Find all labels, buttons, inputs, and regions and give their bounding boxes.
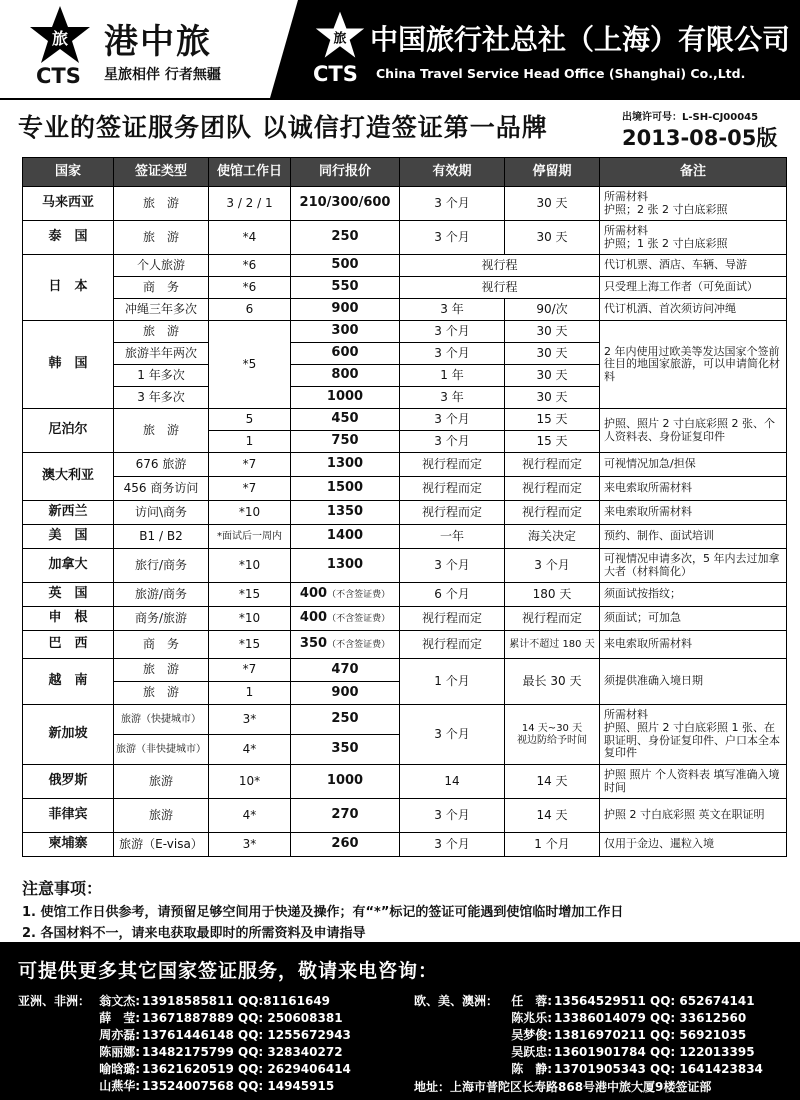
workdays-cell: 3 / 2 / 1 xyxy=(209,187,291,221)
contact-line xyxy=(92,1026,351,1043)
note-cell: 可视情况申请多次，5 年内去过加拿大者（材料简化） xyxy=(600,549,787,583)
visa-type-cell: 旅行/商务 xyxy=(114,549,209,583)
country-cell: 日 本 xyxy=(23,255,114,321)
footer-title: 可提供更多其它国家签证服务，敬请来电咨询： xyxy=(18,960,439,982)
table-row xyxy=(23,453,787,477)
column-header: 同行报价 xyxy=(291,158,400,187)
price-value: 350 xyxy=(299,636,328,652)
stay-cell: 14 天 xyxy=(505,799,600,833)
workdays-cell: 1 xyxy=(209,431,291,453)
stay-cell: 海关决定 xyxy=(505,525,600,549)
visa-type-cell: 旅游 xyxy=(114,799,209,833)
validity-cell: 视行程而定 xyxy=(400,477,505,501)
table-row xyxy=(23,299,787,321)
price-cell: 270 xyxy=(291,799,400,833)
contact-info: 13918585811 QQ:81161649 xyxy=(142,994,331,1008)
validity-cell: 3 个月 xyxy=(400,549,505,583)
stay-cell: 视行程而定 xyxy=(505,501,600,525)
contact-info: 13816970211 QQ: 56921035 xyxy=(554,1028,747,1042)
country-cell: 新加坡 xyxy=(23,705,114,765)
visa-type-cell: 676 旅游 xyxy=(114,453,209,477)
stay-cell: 90/次 xyxy=(505,299,600,321)
stay-cell: 14 天~30 天 视边防给予时间 xyxy=(505,705,600,765)
validity-cell: 一年 xyxy=(400,525,505,549)
validity-cell: 3 个月 xyxy=(400,799,505,833)
visa-type-cell: 个人旅游 xyxy=(114,255,209,277)
contact-name: 喻晗璐: xyxy=(99,1062,140,1076)
contact-info: 13621620519 QQ: 2629406414 xyxy=(142,1062,351,1076)
contact-line xyxy=(92,1060,351,1077)
country-cell: 泰 国 xyxy=(23,221,114,255)
workdays-cell: *15 xyxy=(209,631,291,659)
validity-cell: 14 xyxy=(400,765,505,799)
price-cell: 1000 xyxy=(291,387,400,409)
visa-type-cell: 访问\商务 xyxy=(114,501,209,525)
contact-name: 陈 静: xyxy=(511,1062,552,1076)
price-value: 400 xyxy=(299,610,328,626)
contact-info: 13701905343 QQ: 1641423834 xyxy=(554,1062,763,1076)
table-row xyxy=(23,221,787,255)
workdays-cell: 4* xyxy=(209,735,291,765)
workdays-cell: 3* xyxy=(209,833,291,857)
cts-star-logo-icon xyxy=(28,4,92,66)
visa-type-cell: 旅游（快捷城市） xyxy=(114,705,209,735)
table-row xyxy=(23,799,787,833)
note-cell: 来电索取所需材料 xyxy=(600,477,787,501)
visa-type-cell: 旅 游 xyxy=(114,187,209,221)
price-cell: 1400 xyxy=(291,525,400,549)
price-cell: 600 xyxy=(291,343,400,365)
note-item: 2. 各国材料不一，请来电获取最即时的所需资料及申请指导 xyxy=(22,926,366,941)
stay-cell: 30 天 xyxy=(505,343,600,365)
validity-stay-cell: 视行程 xyxy=(400,255,600,277)
price-cell: 1300 xyxy=(291,549,400,583)
contact-name: 山燕华: xyxy=(99,1079,140,1093)
price-cell: 1300 xyxy=(291,453,400,477)
column-header: 使馆工作日 xyxy=(209,158,291,187)
workdays-cell: *5 xyxy=(209,321,291,409)
country-cell: 美 国 xyxy=(23,525,114,549)
workdays-cell: *6 xyxy=(209,255,291,277)
visa-type-cell: 旅 游 xyxy=(114,659,209,682)
visa-type-cell: 旅游（非快捷城市） xyxy=(114,735,209,765)
note-cell: 护照 2 寸白底彩照 英文在职证明 xyxy=(600,799,787,833)
workdays-cell: *7 xyxy=(209,659,291,682)
stay-cell: 视行程而定 xyxy=(505,607,600,631)
validity-cell: 3 个月 xyxy=(400,221,505,255)
price-note: （不含签证费） xyxy=(327,614,391,625)
contact-footer xyxy=(0,942,800,1100)
workdays-cell: 6 xyxy=(209,299,291,321)
contact-info: 13524007568 QQ: 14945915 xyxy=(142,1079,335,1093)
visa-type-cell: 旅游半年两次 xyxy=(114,343,209,365)
column-header: 备注 xyxy=(600,158,787,187)
validity-cell: 3 个月 xyxy=(400,409,505,431)
table-row xyxy=(23,409,787,431)
price-cell: 900 xyxy=(291,682,400,705)
contact-name: 陈兆乐: xyxy=(511,1011,552,1025)
price-cell: 350 xyxy=(291,735,400,765)
table-row xyxy=(23,607,787,631)
note-cell: 2 年内使用过欧美等发达国家个签前往目的地国家旅游，可以申请简化材料 xyxy=(600,321,787,409)
star-glyph-white: 旅 xyxy=(333,31,347,47)
right-cts-text: CTS xyxy=(313,62,358,86)
stay-cell: 1 个月 xyxy=(505,833,600,857)
company-name-en: China Travel Service Head Office (Shanghai) Co.,Ltd. xyxy=(376,66,746,81)
note-cell: 须面试按指纹； xyxy=(600,583,787,607)
workdays-cell: 4* xyxy=(209,799,291,833)
visa-type-cell: 3 年多次 xyxy=(114,387,209,409)
stay-cell: 30 天 xyxy=(505,321,600,343)
stay-cell: 视行程而定 xyxy=(505,477,600,501)
contact-line xyxy=(92,1077,334,1094)
note-cell: 所需材料 护照、照片 2 寸白底彩照 1 张、在职证明、身份证复印件、户口本全本复印件 xyxy=(600,705,787,765)
price-cell: 260 xyxy=(291,833,400,857)
table-row xyxy=(23,659,787,682)
visa-type-cell: 旅游（E-visa） xyxy=(114,833,209,857)
country-cell: 俄罗斯 xyxy=(23,765,114,799)
note-cell: 只受理上海工作者（可免面试） xyxy=(600,277,787,299)
price-cell: 210/300/600 xyxy=(291,187,400,221)
validity-cell: 视行程而定 xyxy=(400,631,505,659)
workdays-cell: *10 xyxy=(209,549,291,583)
price-cell: 500 xyxy=(291,255,400,277)
contact-info: 13601901784 QQ: 122013395 xyxy=(554,1045,755,1059)
price-note: （不含签证费） xyxy=(327,590,391,601)
table-row xyxy=(23,631,787,659)
price-cell xyxy=(291,583,400,607)
note-cell: 来电索取所需材料 xyxy=(600,501,787,525)
visa-type-cell: 旅 游 xyxy=(114,221,209,255)
note-cell: 须面试；可加急 xyxy=(600,607,787,631)
country-cell: 韩 国 xyxy=(23,321,114,409)
office-address: 地址：上海市普陀区长寿路868号港中旅大厦9楼签证部 xyxy=(414,1080,712,1094)
country-cell: 尼泊尔 xyxy=(23,409,114,453)
contact-line xyxy=(92,1043,343,1060)
star-glyph: 旅 xyxy=(51,29,69,48)
country-cell: 澳大利亚 xyxy=(23,453,114,501)
contact-info: 13564529511 QQ: 652674141 xyxy=(554,994,755,1008)
price-cell: 470 xyxy=(291,659,400,682)
country-cell: 柬埔寨 xyxy=(23,833,114,857)
price-cell: 550 xyxy=(291,277,400,299)
table-header-row xyxy=(23,158,787,187)
table-row xyxy=(23,833,787,857)
page-slogan: 专业的签证服务团队 以诚信打造签证第一品牌 xyxy=(18,113,548,142)
country-cell: 马来西亚 xyxy=(23,187,114,221)
price-cell xyxy=(291,607,400,631)
price-cell: 250 xyxy=(291,705,400,735)
contact-line xyxy=(504,1043,755,1060)
workdays-cell: *面试后一周内 xyxy=(209,525,291,549)
price-cell: 450 xyxy=(291,409,400,431)
left-cts-text: CTS xyxy=(36,64,81,88)
visa-type-cell: 旅 游 xyxy=(114,682,209,705)
workdays-cell: *15 xyxy=(209,583,291,607)
contact-info: 13671887889 QQ: 250608381 xyxy=(142,1011,343,1025)
visa-type-cell: 旅 游 xyxy=(114,409,209,453)
validity-cell: 3 个月 xyxy=(400,343,505,365)
stay-cell: 180 天 xyxy=(505,583,600,607)
contact-name: 吴跃忠: xyxy=(511,1045,552,1059)
stay-cell: 3 个月 xyxy=(505,549,600,583)
region-label-europe-america: 欧、美、澳洲： xyxy=(414,994,499,1008)
validity-cell: 3 个月 xyxy=(400,833,505,857)
visa-type-cell: 商 务 xyxy=(114,631,209,659)
stay-cell: 30 天 xyxy=(505,365,600,387)
validity-cell: 3 个月 xyxy=(400,705,505,765)
country-cell: 菲律宾 xyxy=(23,799,114,833)
workdays-cell: 5 xyxy=(209,409,291,431)
note-cell: 护照 照片 个人资料表 填写准确入境时间 xyxy=(600,765,787,799)
table-row xyxy=(23,501,787,525)
visa-type-cell: 商 务 xyxy=(114,277,209,299)
workdays-cell: *6 xyxy=(209,277,291,299)
column-header: 国家 xyxy=(23,158,114,187)
note-cell: 仅用于金边、暹粒入境 xyxy=(600,833,787,857)
left-brand-slogan: 星旅相伴 行者無疆 xyxy=(104,67,221,83)
price-cell: 300 xyxy=(291,321,400,343)
visa-type-cell: 商务/旅游 xyxy=(114,607,209,631)
validity-cell: 视行程而定 xyxy=(400,453,505,477)
stay-cell: 累计不超过 180 天 xyxy=(505,631,600,659)
left-brand-block xyxy=(0,0,300,98)
workdays-cell: *7 xyxy=(209,477,291,501)
contact-name: 吴梦俊: xyxy=(511,1028,552,1042)
note-cell: 须提供准确入境日期 xyxy=(600,659,787,705)
note-cell: 预约、制作、面试培训 xyxy=(600,525,787,549)
stay-cell: 30 天 xyxy=(505,221,600,255)
price-cell xyxy=(291,631,400,659)
price-value: 400 xyxy=(299,586,328,602)
contact-info: 13386014079 QQ: 33612560 xyxy=(554,1011,747,1025)
contact-line xyxy=(92,1009,343,1026)
workdays-cell: *7 xyxy=(209,453,291,477)
notes-title: 注意事项： xyxy=(22,879,103,898)
stay-cell: 30 天 xyxy=(505,187,600,221)
stay-cell: 视行程而定 xyxy=(505,453,600,477)
table-row xyxy=(23,549,787,583)
table-row xyxy=(23,321,787,343)
table-row xyxy=(23,583,787,607)
workdays-cell: *4 xyxy=(209,221,291,255)
page-header xyxy=(0,0,800,100)
workdays-cell: *10 xyxy=(209,501,291,525)
cts-star-logo-icon-white xyxy=(314,10,366,60)
price-cell: 1500 xyxy=(291,477,400,501)
stay-cell: 15 天 xyxy=(505,431,600,453)
note-cell: 所需材料 护照；2 张 2 寸白底彩照 xyxy=(600,187,787,221)
region-label-asia-africa: 亚洲、非洲： xyxy=(18,994,91,1008)
table-row xyxy=(23,277,787,299)
price-note: （不含签证费） xyxy=(327,640,391,651)
country-cell: 新西兰 xyxy=(23,501,114,525)
note-cell: 所需材料 护照；1 张 2 寸白底彩照 xyxy=(600,221,787,255)
table-row xyxy=(23,477,787,501)
country-cell: 越 南 xyxy=(23,659,114,705)
visa-type-cell: B1 / B2 xyxy=(114,525,209,549)
stay-cell: 14 天 xyxy=(505,765,600,799)
visa-type-cell: 冲绳三年多次 xyxy=(114,299,209,321)
column-header: 签证类型 xyxy=(114,158,209,187)
validity-cell: 视行程而定 xyxy=(400,607,505,631)
price-cell: 750 xyxy=(291,431,400,453)
contact-line xyxy=(504,1026,746,1043)
visa-type-cell: 旅游/商务 xyxy=(114,583,209,607)
validity-stay-cell: 视行程 xyxy=(400,277,600,299)
country-cell: 加拿大 xyxy=(23,549,114,583)
stay-cell: 30 天 xyxy=(505,387,600,409)
visa-type-cell: 456 商务访问 xyxy=(114,477,209,501)
note-cell: 可视情况加急/担保 xyxy=(600,453,787,477)
note-cell: 代订机票、酒店、车辆、导游 xyxy=(600,255,787,277)
note-item: 1. 使馆工作日供参考，请预留足够空间用于快递及操作；有“*”标记的签证可能遇到使馆临时增加工作日 xyxy=(22,905,624,920)
company-name-cn: 中国旅行社总社（上海）有限公司 xyxy=(370,23,791,56)
workdays-cell: *10 xyxy=(209,607,291,631)
note-cell: 代订机酒、首次须访问冲绳 xyxy=(600,299,787,321)
price-cell: 800 xyxy=(291,365,400,387)
stay-cell: 15 天 xyxy=(505,409,600,431)
contact-info: 13482175799 QQ: 328340272 xyxy=(142,1045,343,1059)
column-header: 停留期 xyxy=(505,158,600,187)
contact-line xyxy=(504,1060,763,1077)
table-row xyxy=(23,705,787,735)
column-header: 有效期 xyxy=(400,158,505,187)
permit-number: 出境许可号：L-SH-CJ00045 xyxy=(622,112,759,123)
workdays-cell: 10* xyxy=(209,765,291,799)
validity-cell: 1 年 xyxy=(400,365,505,387)
country-cell: 申 根 xyxy=(23,607,114,631)
contact-line xyxy=(92,992,330,1009)
table-row xyxy=(23,255,787,277)
country-cell: 英 国 xyxy=(23,583,114,607)
contact-name: 周亦磊: xyxy=(99,1028,140,1042)
table-row xyxy=(23,187,787,221)
visa-type-cell: 1 年多次 xyxy=(114,365,209,387)
contact-name: 任 蓉: xyxy=(511,994,552,1008)
contact-line xyxy=(504,1009,746,1026)
validity-cell: 3 年 xyxy=(400,299,505,321)
contact-name: 翁文杰: xyxy=(99,994,140,1008)
note-cell: 来电索取所需材料 xyxy=(600,631,787,659)
table-row xyxy=(23,525,787,549)
validity-cell: 6 个月 xyxy=(400,583,505,607)
country-cell: 巴 西 xyxy=(23,631,114,659)
contact-line xyxy=(504,992,755,1009)
price-cell: 1000 xyxy=(291,765,400,799)
contact-name: 薛 莹: xyxy=(99,1011,140,1025)
price-cell: 900 xyxy=(291,299,400,321)
contact-name: 陈丽娜: xyxy=(99,1045,140,1059)
validity-cell: 3 个月 xyxy=(400,187,505,221)
workdays-cell: 3* xyxy=(209,705,291,735)
validity-cell: 3 个月 xyxy=(400,431,505,453)
visa-type-cell: 旅游 xyxy=(114,765,209,799)
validity-cell: 3 个月 xyxy=(400,321,505,343)
validity-cell: 视行程而定 xyxy=(400,501,505,525)
note-cell: 护照、照片 2 寸白底彩照 2 张、个人资料表、身份证复印件 xyxy=(600,409,787,453)
table-row xyxy=(23,765,787,799)
workdays-cell: 1 xyxy=(209,682,291,705)
price-cell: 1350 xyxy=(291,501,400,525)
validity-cell: 3 年 xyxy=(400,387,505,409)
contact-info: 13761446148 QQ: 1255672943 xyxy=(142,1028,351,1042)
validity-cell: 1 个月 xyxy=(400,659,505,705)
edition-date: 2013-08-05版 xyxy=(622,126,778,150)
visa-type-cell: 旅 游 xyxy=(114,321,209,343)
visa-price-table xyxy=(22,157,787,857)
price-cell: 250 xyxy=(291,221,400,255)
left-brand-name: 港中旅 xyxy=(104,22,212,62)
stay-cell: 最长 30 天 xyxy=(505,659,600,705)
